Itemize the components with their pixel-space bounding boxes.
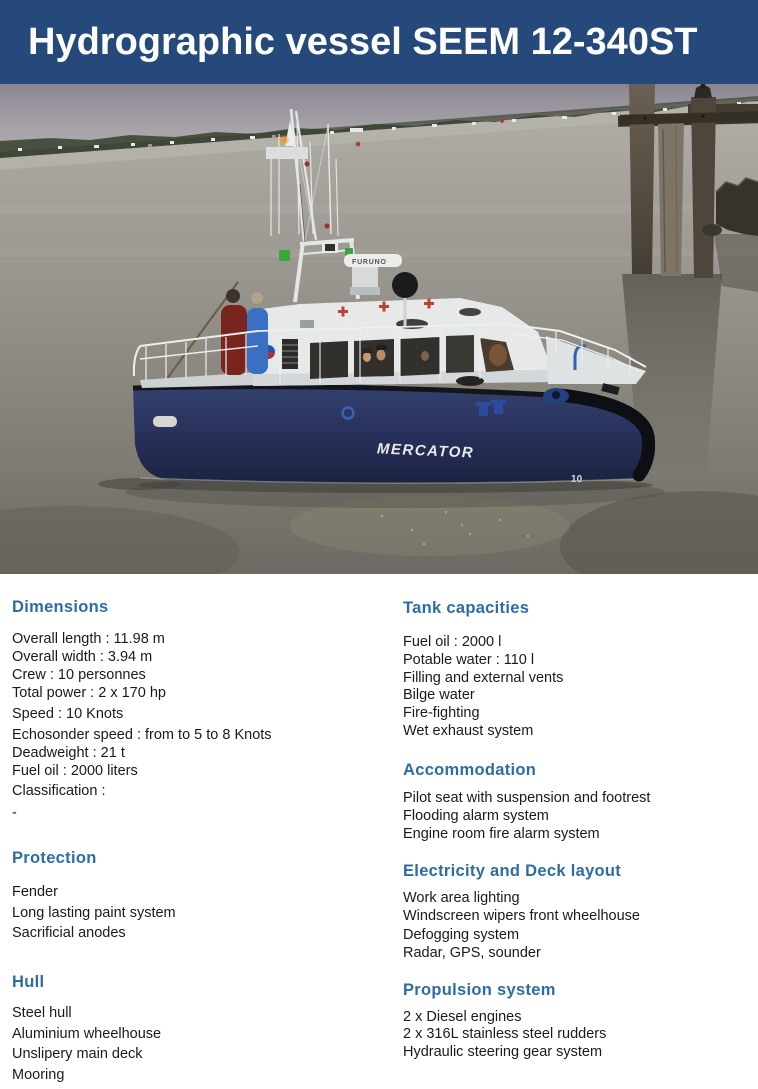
list-item: Steel hull [12,1005,72,1021]
list-item: Total power : 2 x 170 hp [12,685,166,701]
dimensions-list [12,630,394,822]
list-item: Fender [12,884,58,900]
list-item: Windscreen wipers front wheelhouse [403,908,640,925]
list-item: Engine room fire alarm system [403,826,600,842]
list-item: Pilot seat with suspension and footrest [403,790,651,806]
electricity-deck-heading: Electricity and Deck layout [403,862,622,880]
mast-platform [266,147,308,159]
section-tank-capacities [403,598,751,618]
list-item: Potable water : 110 l [403,651,535,668]
list-item: Fuel oil : 2000 liters [12,763,138,779]
list-item: Overall length : 11.98 m [12,631,165,647]
hull-number-label: 10 [570,473,583,486]
protection-list [12,882,394,944]
mast-red-light-upper [305,162,310,167]
list-item: Sacrificial anodes [12,925,126,941]
person-blue-shirt [247,308,268,374]
propulsion-heading: Propulsion system [403,981,556,999]
boat-hull [133,381,650,485]
vent-grille [282,339,298,369]
list-item: Work area lighting [403,890,520,906]
list-item: Mooring [12,1066,65,1083]
protection-heading: Protection [12,849,97,867]
dimensions-heading: Dimensions [12,598,109,616]
accommodation-heading: Accommodation [403,761,537,779]
electricity-deck-list [403,889,751,962]
section-accommodation [403,760,751,780]
list-item: 2 x 316L stainless steel rudders [403,1026,607,1043]
section-hull [12,972,394,992]
list-item: Speed : 10 Knots [12,706,124,722]
hull-list [12,1003,394,1085]
list-item: - [12,805,17,821]
section-protection [12,848,394,868]
list-item: Classification : [12,783,106,799]
buoy-red-near [356,142,361,147]
list-item: Hydraulic steering gear system [403,1043,603,1060]
tank-capacities-heading: Tank capacities [403,599,530,617]
list-item: Radar, GPS, sounder [403,944,541,961]
piling-post-left [629,84,655,274]
stern-fender-cylinder [153,416,177,427]
propulsion-list [403,1009,751,1061]
boat-name-label: MERCATOR [376,440,475,462]
list-item: Crew : 10 personnes [12,667,146,683]
hull-heading: Hull [12,973,45,991]
list-item: Flooding alarm system [403,808,549,824]
searchlight-dome [392,272,418,298]
buoy-red-far [500,119,504,123]
mast-red-light-lower [325,224,330,229]
section-dimensions [12,597,394,617]
radar-brand-label: FURUNO [352,259,387,266]
list-item: Unslipery main deck [12,1046,143,1062]
list-item: 2 x Diesel engines [403,1009,522,1025]
section-electricity-deck [403,861,751,881]
list-item: Aluminium wheelhouse [12,1025,162,1042]
list-item: Echosonder speed : from to 5 to 8 Knots [12,727,272,743]
accommodation-list [403,789,751,843]
person-red-jacket [221,305,247,375]
list-item: Overall width : 3.94 m [12,649,153,665]
list-item: Long lasting paint system [12,904,176,921]
title-banner [0,0,758,84]
list-item: Wet exhaust system [403,722,534,739]
list-item: Defogging system [403,926,520,943]
section-propulsion [403,980,751,1000]
vessel-photo [0,84,758,574]
vessel-photo-illustration [0,84,758,574]
tank-capacities-list [403,634,751,741]
list-item: Deadweight : 21 t [12,745,125,761]
piling-post-middle [658,122,684,276]
list-item: Fire-fighting [403,705,480,722]
page-title: Hydrographic vessel SEEM 12-340ST [28,21,698,63]
piling-post-right [691,97,716,278]
list-item: Fuel oil : 2000 l [403,634,502,650]
list-item: Filling and external vents [403,669,564,686]
list-item: Bilge water [403,687,475,704]
starboard-green-light [279,250,290,261]
